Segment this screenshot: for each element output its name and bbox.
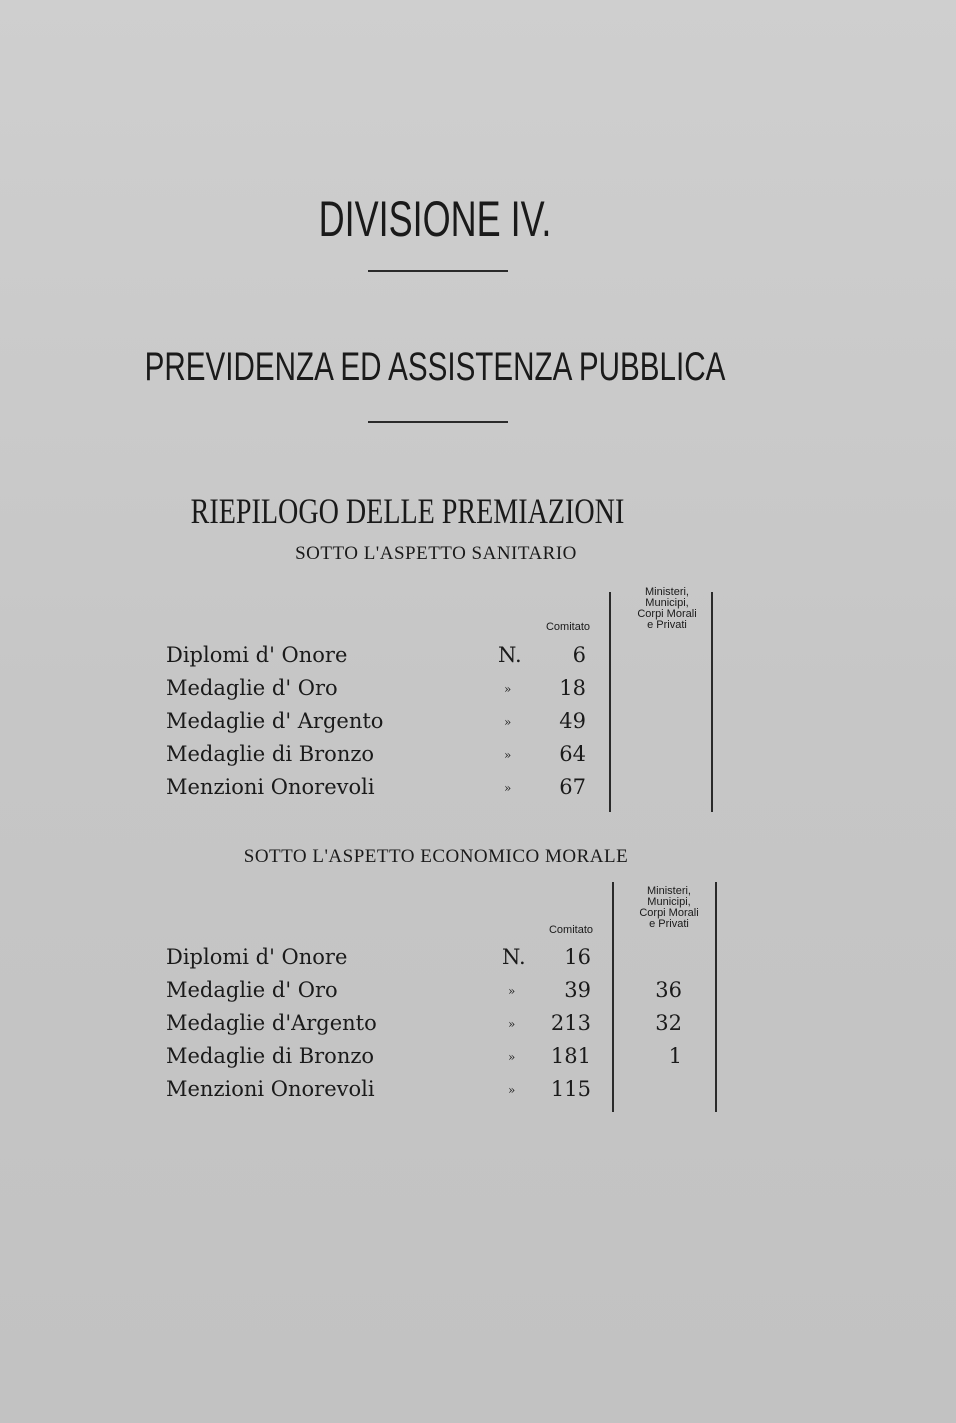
- row-ministeri-value: 1: [668, 1044, 682, 1068]
- row-unit: »: [504, 682, 512, 696]
- row-comitato-value: 6: [572, 643, 586, 667]
- row-comitato-value: 213: [550, 1011, 591, 1035]
- row-label: Medaglie d' Oro: [166, 676, 338, 700]
- row-comitato-value: 18: [559, 676, 586, 700]
- row-comitato-value: 64: [559, 742, 586, 766]
- economico-col-ministeri: [614, 886, 724, 930]
- sanitario-col-ministeri: [612, 587, 722, 631]
- row-comitato-value: 115: [550, 1077, 591, 1101]
- sanitario-col-comitato: Comitato: [545, 621, 591, 633]
- row-unit: N.: [498, 643, 522, 667]
- col-ministeri-line: Municipi,: [647, 896, 691, 908]
- row-label: Menzioni Onorevoli: [166, 1077, 375, 1101]
- row-label: Medaglie d'Argento: [166, 1011, 377, 1035]
- column-divider: [609, 592, 611, 812]
- column-divider: [612, 882, 614, 1112]
- row-unit: »: [508, 1083, 516, 1097]
- col-ministeri-line: Corpi Morali: [637, 608, 697, 620]
- row-label: Medaglie d' Argento: [166, 709, 384, 733]
- divider-rule: [368, 270, 508, 272]
- col-ministeri-line: Municipi,: [645, 597, 689, 609]
- economico-col-comitato: Comitato: [548, 924, 594, 936]
- row-unit: »: [504, 781, 512, 795]
- column-divider: [715, 882, 717, 1112]
- row-ministeri-value: 32: [655, 1011, 682, 1035]
- row-label: Medaglie di Bronzo: [166, 742, 375, 766]
- economico-heading: SOTTO L'ASPETTO ECONOMICO MORALE: [243, 846, 629, 867]
- row-unit: »: [504, 715, 512, 729]
- row-unit: »: [508, 1050, 516, 1064]
- divider-rule: [368, 421, 508, 423]
- row-unit: N.: [502, 945, 526, 969]
- row-comitato-value: 16: [564, 945, 591, 969]
- col-ministeri-line: Ministeri,: [646, 885, 691, 897]
- row-unit: »: [508, 1017, 516, 1031]
- sanitario-heading: SOTTO L'ASPETTO SANITARIO: [295, 543, 577, 564]
- column-divider: [711, 592, 713, 812]
- row-label: Menzioni Onorevoli: [166, 775, 375, 799]
- row-label: Medaglie di Bronzo: [166, 1044, 375, 1068]
- row-label: Diplomi d' Onore: [166, 945, 348, 969]
- col-ministeri-line: e Privati: [649, 918, 689, 930]
- row-comitato-value: 49: [559, 709, 586, 733]
- row-label: Medaglie d' Oro: [166, 978, 338, 1002]
- row-label: Diplomi d' Onore: [166, 643, 348, 667]
- row-unit: »: [504, 748, 512, 762]
- row-comitato-value: 39: [564, 978, 591, 1002]
- row-unit: »: [508, 984, 516, 998]
- col-ministeri-line: Ministeri,: [644, 586, 689, 598]
- row-comitato-value: 181: [550, 1044, 591, 1068]
- section-title: PREVIDENZA ED ASSISTENZA PUBBLICA: [144, 345, 726, 389]
- division-title: DIVISIONE IV.: [318, 191, 552, 247]
- col-ministeri-line: Corpi Morali: [639, 907, 699, 919]
- row-ministeri-value: 36: [655, 978, 682, 1002]
- row-comitato-value: 67: [559, 775, 586, 799]
- col-ministeri-line: e Privati: [647, 619, 687, 631]
- summary-title: RIEPILOGO DELLE PREMIAZIONI: [190, 491, 625, 531]
